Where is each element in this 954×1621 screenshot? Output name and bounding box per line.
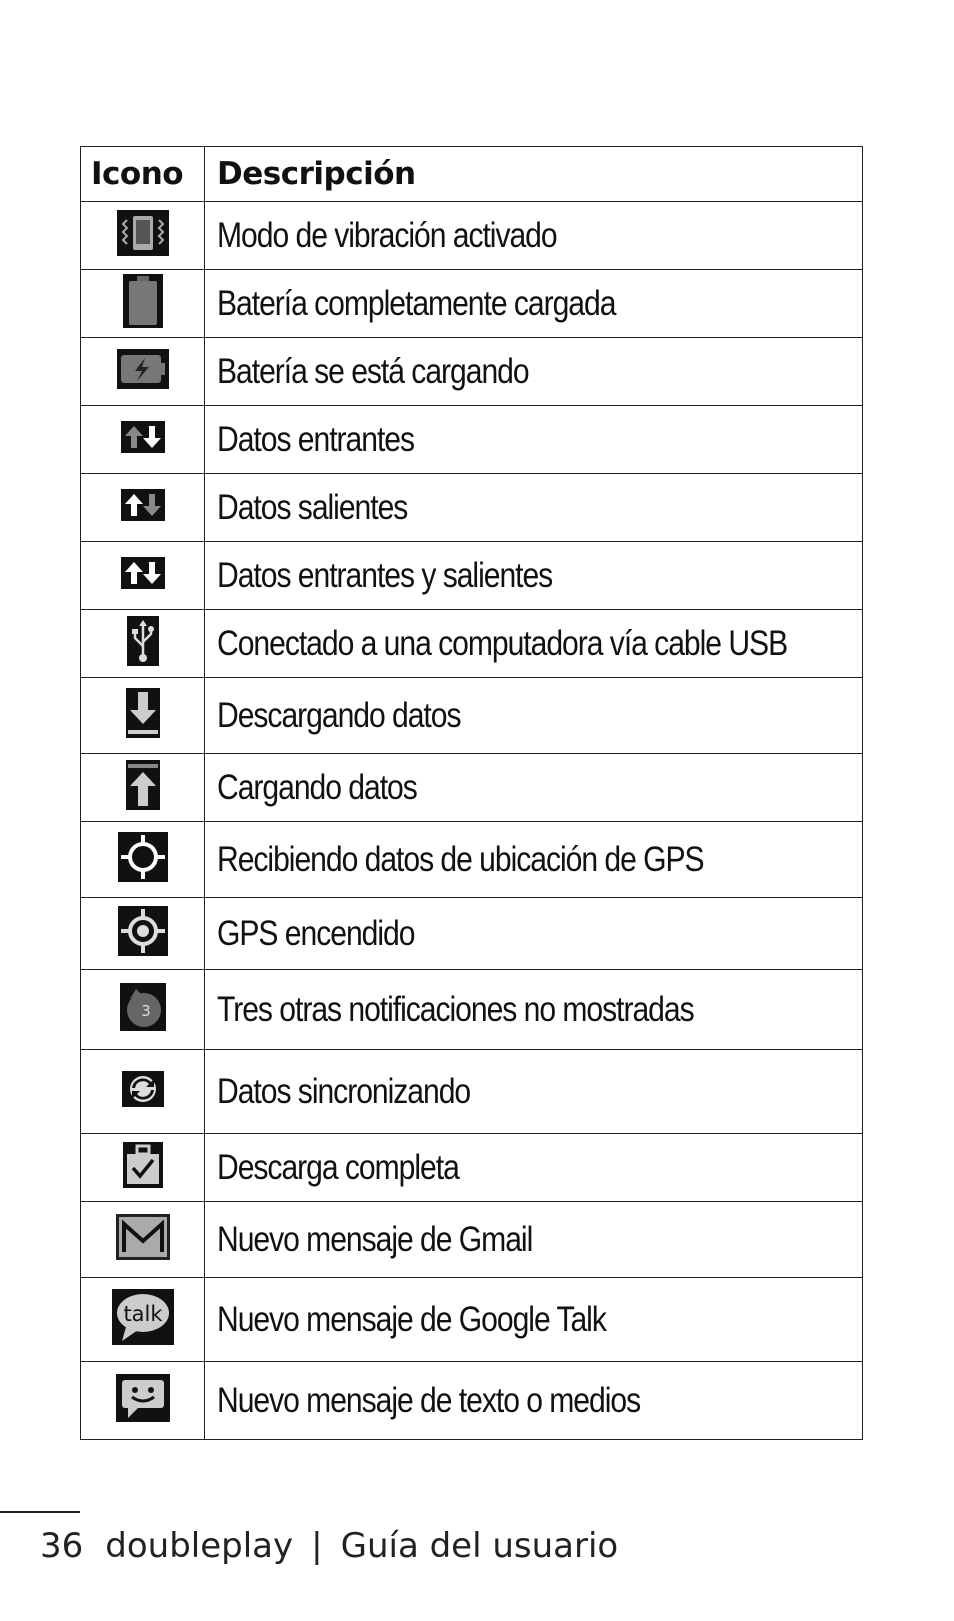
- description-text: Modo de vibración activado: [217, 215, 557, 255]
- table-row: [81, 202, 863, 270]
- battery-full-icon: [123, 274, 163, 333]
- icon-cell: [81, 474, 205, 542]
- gps-receiving-icon: [118, 832, 168, 887]
- description-text: Datos salientes: [217, 487, 408, 527]
- table-row: [81, 610, 863, 678]
- description-cell: [205, 406, 863, 474]
- description-cell: [205, 1050, 863, 1134]
- description-text: Nuevo mensaje de Google Talk: [217, 1299, 606, 1339]
- data-outgoing-icon: [121, 489, 165, 526]
- icon-cell: [81, 1050, 205, 1134]
- table-row: [81, 898, 863, 970]
- more-notifications-icon: [120, 983, 166, 1036]
- description-cell: [205, 542, 863, 610]
- description-text: Conectado a una computadora vía cable USB: [217, 623, 788, 663]
- description-text: Datos entrantes y salientes: [217, 555, 553, 595]
- google-talk-icon: [112, 1289, 174, 1350]
- sync-icon: [122, 1071, 164, 1112]
- icon-cell: [81, 406, 205, 474]
- icon-cell: [81, 270, 205, 338]
- description-cell: [205, 754, 863, 822]
- icon-cell: [81, 542, 205, 610]
- table-row: [81, 1134, 863, 1202]
- download-complete-icon: [123, 1142, 163, 1193]
- table-row: [81, 542, 863, 610]
- description-text: Nuevo mensaje de texto o medios: [217, 1380, 641, 1420]
- description-cell: [205, 610, 863, 678]
- table-header-row: [81, 147, 863, 202]
- header-icon: Icono: [81, 147, 205, 202]
- table-row: [81, 822, 863, 898]
- badge-count: 3: [140, 1002, 151, 1020]
- table-row: [81, 474, 863, 542]
- icon-cell: [81, 678, 205, 754]
- description-text: Datos entrantes: [217, 419, 415, 459]
- description-cell: [205, 338, 863, 406]
- talk-label: talk: [122, 1302, 163, 1326]
- description-cell: [205, 970, 863, 1050]
- description-text: Nuevo mensaje de Gmail: [217, 1219, 533, 1259]
- page-footer: [40, 1526, 618, 1566]
- icon-cell: [81, 1134, 205, 1202]
- download-icon: [126, 688, 160, 743]
- table-row: [81, 1202, 863, 1278]
- product-name: doubleplay: [105, 1526, 294, 1566]
- text-message-icon: [116, 1374, 170, 1427]
- footer-separator: |: [311, 1526, 323, 1566]
- header-description: Descripción: [205, 147, 863, 202]
- usb-icon: [127, 616, 159, 671]
- icon-cell: [81, 1278, 205, 1362]
- table-row: [81, 338, 863, 406]
- battery-charging-icon: [117, 349, 169, 394]
- description-cell: [205, 898, 863, 970]
- upload-icon: [126, 760, 160, 815]
- table-row: [81, 270, 863, 338]
- footer-rule: [0, 1511, 80, 1513]
- gps-on-icon: [118, 906, 168, 961]
- description-text: Cargando datos: [217, 767, 417, 807]
- description-text: Tres otras notificaciones no mostradas: [217, 989, 694, 1029]
- description-cell: [205, 1278, 863, 1362]
- description-cell: [205, 822, 863, 898]
- table-row: [81, 754, 863, 822]
- description-text: Datos sincronizando: [217, 1071, 471, 1111]
- table-row: [81, 1050, 863, 1134]
- icon-table: [80, 146, 863, 1440]
- icon-cell: [81, 1362, 205, 1440]
- description-cell: [205, 1202, 863, 1278]
- table-row: [81, 406, 863, 474]
- description-text: Descargando datos: [217, 695, 461, 735]
- data-in-out-icon: [121, 557, 165, 594]
- description-text: Batería se está cargando: [217, 351, 529, 391]
- icon-cell: [81, 970, 205, 1050]
- page-number: 36: [40, 1526, 84, 1566]
- table-body: [81, 202, 863, 1440]
- description-text: Recibiendo datos de ubicación de GPS: [217, 839, 704, 879]
- data-incoming-icon: [121, 421, 165, 458]
- icon-cell: [81, 822, 205, 898]
- icon-cell: [81, 898, 205, 970]
- guide-title: Guía del usuario: [340, 1526, 619, 1566]
- icon-cell: [81, 754, 205, 822]
- table-row: [81, 678, 863, 754]
- gmail-icon: [116, 1214, 170, 1265]
- description-cell: [205, 678, 863, 754]
- description-text: Descarga completa: [217, 1147, 459, 1187]
- table-row: [81, 1362, 863, 1440]
- description-cell: [205, 1362, 863, 1440]
- icon-cell: [81, 202, 205, 270]
- table-row: [81, 1278, 863, 1362]
- description-cell: [205, 202, 863, 270]
- description-cell: [205, 1134, 863, 1202]
- description-cell: [205, 474, 863, 542]
- table-row: [81, 970, 863, 1050]
- description-text: GPS encendido: [217, 913, 415, 953]
- icon-cell: [81, 338, 205, 406]
- icon-cell: [81, 610, 205, 678]
- vibrate-mode-icon: [117, 210, 169, 261]
- description-cell: [205, 270, 863, 338]
- description-text: Batería completamente cargada: [217, 283, 616, 323]
- icon-cell: [81, 1202, 205, 1278]
